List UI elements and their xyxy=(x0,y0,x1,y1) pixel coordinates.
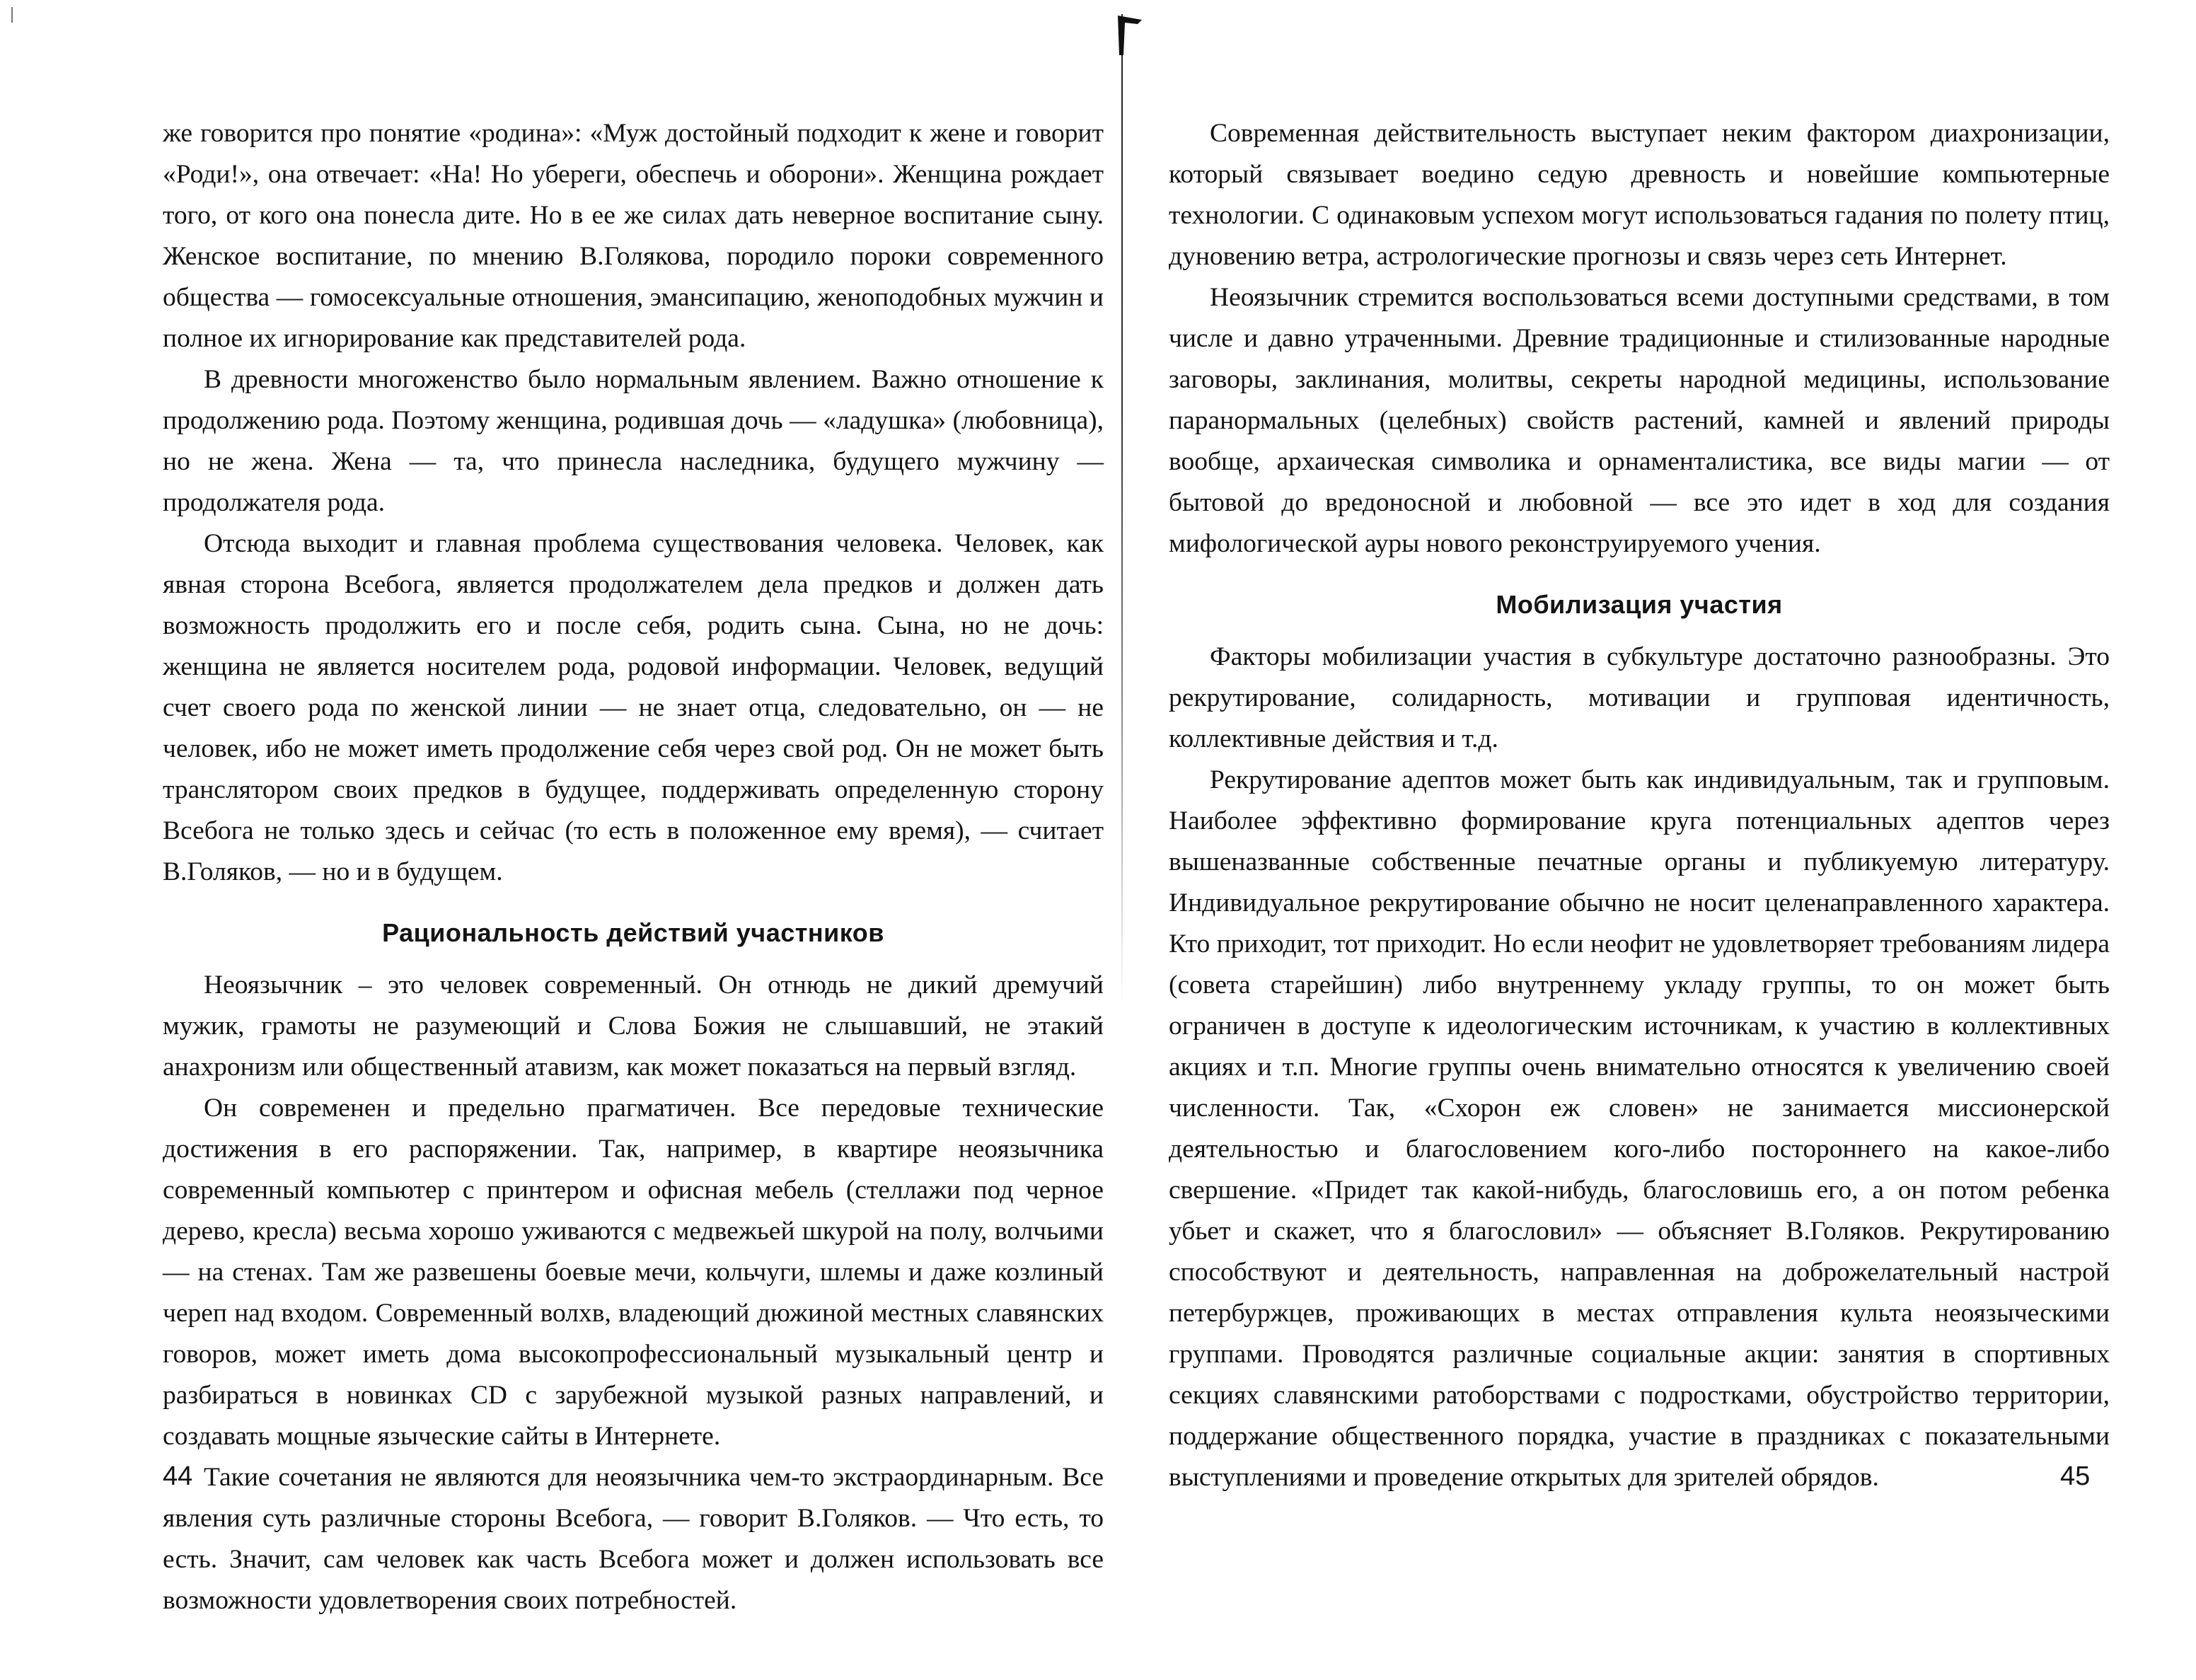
right-section-heading: Мобилизация участия xyxy=(1496,590,1783,619)
left-paragraph-4: Неоязычник – это человек современный. Он отнюдь не дикий дремучий мужик, грамоты не разумеющий и Слова Божия не слышавший, не этакий анахронизм или общественный атавизм, как может показаться на первый взгляд. xyxy=(163,971,1104,1082)
right-paragraph-2: Неоязычник стремится воспользоваться всеми доступными средствами, в том числе и давно утраченными. Древние традиционные и стилизованные народные заговоры, заклинания, молитвы, секреты народной медицины, использование паранормальных (целебных) свойств растений, камней и явлений природы вообще, архаическая символика и орнаменталистика, все виды магии — от бытовой до вредоносной и любовной — все это идет в ход для создания мифологической ауры нового реконструируемого учения. xyxy=(1169,283,2110,558)
left-section-heading: Рациональность действий участников xyxy=(382,918,884,947)
right-paragraph-4: Рекрутирование адептов может быть как индивидуальным, так и групповым. Наиболее эффективно формирование круга потенциальных адептов через вышеназванные собственные печатные органы и публикуемую литературу. Индивидуальное рекрутирование обычно не носит целенаправленного характера. Кто приходит, тот приходит. Но если неофит не удовлетворяет требованиям лидера (совета старейшин) либо внутреннему укладу группы, то он может быть ограничен в доступе к идеологическим источникам, к участию в коллективных акциях и т.п. Многие группы очень внимательно относятся к увеличению своей численности. Так, «Схорон еж словен» не занимается миссионерской деятельностью и благословением кого-либо постороннего на какое-либо свершение. «Придет так какой-нибудь, благословишь его, а он потом ребенка убьет и скажет, что я благословил» — объясняет В.Голяков. Рекрутированию способствуют и деятельность, направленная на доброжелательный настрой петербуржцев, проживающих в местах отправления культа неоязыческими группами. Проводятся различные социальные акции: занятия в спортивных секциях славянскими ратоборствами с подростками, обустройство территории, поддержание общественного порядка, участие в праздниках с показательными выступлениями и проведение открытых для зрителей обрядов. xyxy=(1169,765,2110,1492)
book-gutter xyxy=(1121,14,1123,1004)
left-paragraph-2: В древности многоженство было нормальным явлением. Важно отношение к продолжению рода. Поэтому женщина, родившая дочь — «ладушка» (любовница), но не жена. Жена — та, что принесла наследника, будущего мужчину — продолжателя рода. xyxy=(163,365,1104,517)
left-paragraph-5: Он современен и предельно прагматичен. Все передовые технические достижения в его распоряжении. Так, например, в квартире неоязычника современный компьютер с принтером и офисная мебель (стеллажи под черное дерево, кресла) весьма хорошо уживаются с медвежьей шкурой на полу, волчьими — на стенах. Там же развешены боевые мечи, кольчуги, шлемы и даже козлиный череп над входом. Современный волхв, владеющий дюжиной местных славянских говоров, может иметь дома высокопрофессиональный музыкальный центр и разбираться в новинках CD с зарубежной музыкой разных направлений, и создавать мощные языческие сайты в Интернете. xyxy=(163,1094,1104,1451)
left-paragraph-3: Отсюда выходит и главная проблема существования человека. Человек, как явная сторона Всебога, является продолжателем дела предков и должен дать возможность продолжить его и после себя, родить сына. Сына, но не дочь: женщина не является носителем рода, родовой информации. Человек, ведущий счет своего рода по женской линии — не знает отца, следовательно, он — не человек, ибо не может иметь продолжение себя через свой род. Он не может быть транслятором своих предков в будущее, поддерживать определенную сторону Всебога не только здесь и сейчас (то есть в положенное ему время), — считает В.Голяков, — но и в будущем. xyxy=(163,529,1104,886)
gutter-corner-mark xyxy=(1116,14,1145,57)
right-paragraph-1: Современная действительность выступает неким фактором диахронизации, который связывает воедино седую древность и новейшие компьютерные технологии. С одинаковым успехом могут использоваться гадания по полету птиц, дуновению ветра, астрологические прогнозы и связь через сеть Интернет. xyxy=(1169,119,2110,271)
right-page-number: 45 xyxy=(2060,1461,2091,1491)
left-paragraph-1: же говорится про понятие «родина»: «Муж достойный подходит к жене и говорит «Роди!», она отвечает: «На! Но убереги, обеспечь и оборони». Женщина рождает того, от кого она понесла дите. Но в ее же силах дать неверное воспитание сыну. Женское воспитание, по мнению В.Голякова, породило пороки современного общества — гомосексуальные отношения, эмансипацию, женоподобных мужчин и полное их игнорирование как представителей рода. xyxy=(163,119,1104,353)
right-paragraph-3: Факторы мобилизации участия в субкультуре достаточно разнообразны. Это рекрутирование, солидарность, мотивации и групповая идентичность, коллективные действия и т.д. xyxy=(1169,642,2110,753)
right-page xyxy=(1169,113,2110,1627)
left-page-number: 44 xyxy=(163,1461,193,1491)
left-page xyxy=(163,113,1104,1627)
left-paragraph-6: Такие сочетания не являются для неоязычника чем-то экстраординарным. Все явления суть различные стороны Всебога, — говорит В.Голяков. — Что есть, то есть. Значит, сам человек как часть Всебога может и должен использовать все возможности удовлетворения своих потребностей. xyxy=(163,1463,1104,1615)
scan-edge-mark xyxy=(11,7,13,23)
